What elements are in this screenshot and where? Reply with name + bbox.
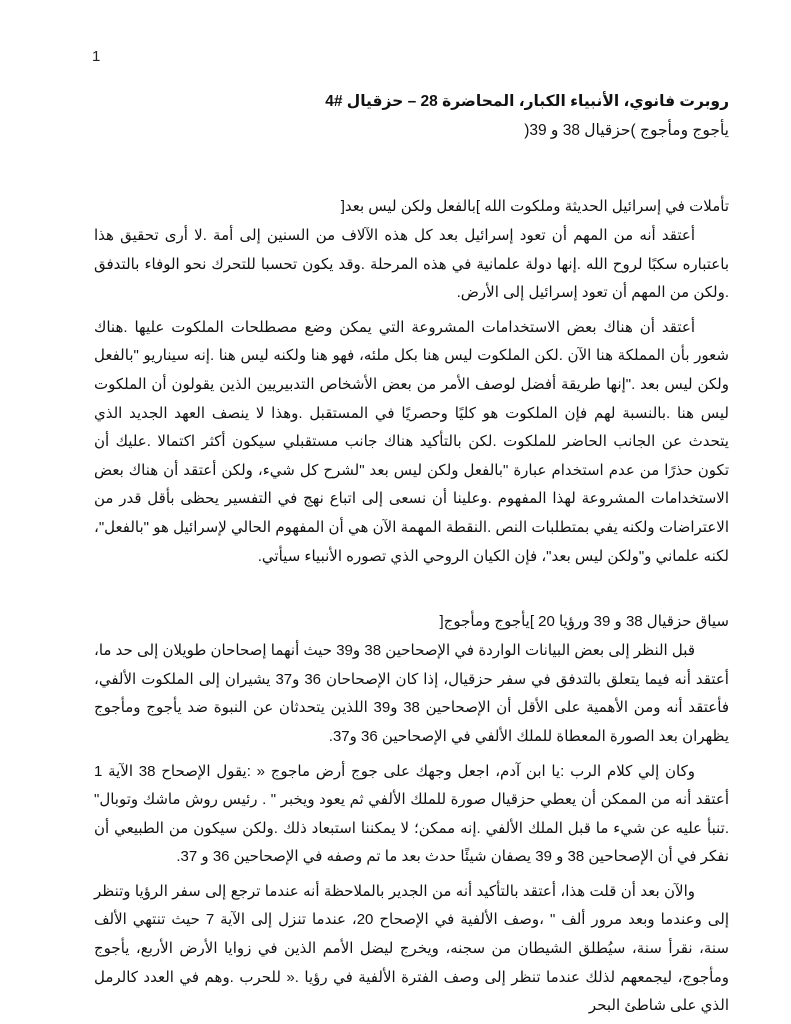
section-modern-israel bbox=[94, 192, 729, 571]
spacer bbox=[94, 146, 729, 192]
section-heading: سياق حزقيال 38 و 39 ورؤيا 20 ]يأجوج ومأجوج[ bbox=[439, 613, 729, 631]
paragraph: قبل النظر إلى بعض البيانات الواردة في الإصحاحين 38 و39 حيث أنهما إصحاحان طويلان إلى حد ما، أعتقد أنه فيما يتعلق بالتدفق في سفر حزقيال، إذا كان الإصحاحان 36 و37 يشيران إلى الملكوت الألفي، فأعتقد أنه ومن الأهمية على الأقل أن الإصحاحين 38 و39 اللذين يتحدثان عن النبوة ضد يأجوج ومأجوج يظهران بعد الصورة المعطاة للملك الألفي في الإصحاحين 36 و37. bbox=[94, 642, 729, 745]
section-gog-magog-context bbox=[94, 607, 729, 1021]
document-subtitle: يأجوج ومأجوج )حزقيال 38 و 39( bbox=[524, 122, 729, 139]
paragraph: أعتقد أن هناك بعض الاستخدامات المشروعة التي يمكن وضع مصطلحات الملكوت عليها .هناك شعور بأن المملكة هنا الآن .لكن الملكوت ليس هنا بكل ملئه، فهو هنا ولكنه ليس هنا .إنه سيناريو "بالفعل ولكن ليس بعد ."إنها طريقة أفضل لوصف الأمر من بعض الأشخاص التدبيريين الذين يقولون أن الملكوت ليس هنا .بالنسبة لهم فإن الملكوت هو كليًا وحصريًا في المستقبل .وهذا لا ينصف العهد الجديد الذي يتحدث عن الجانب الحاضر للملكوت .لكن بالتأكيد هناك جانب مستقبلي سيكون أكثر اكتمالا .عليك أن تكون حذرًا من عدم استخدام عبارة "بالفعل ولكن ليس بعد "لشرح كل شيء، ولكن أعتقد أن هناك بعض الاستخدامات المشروعة لهذا المفهوم .وعلينا أن نسعى إلى اتباع نهج في التفسير يحظى بأقل قدر من الاعتراضات ولكنه يفي بمتطلبات النص .النقطة المهمة الآن هي أن المفهوم الحالي لإسرائيل هو "بالفعل"، لكنه علماني و"ولكن ليس بعد"، فإن الكيان الروحي الذي تصوره الأنبياء سيأتي. bbox=[94, 318, 729, 565]
paragraph: والآن بعد أن قلت هذا، أعتقد بالتأكيد أنه من الجدير بالملاحظة أنه عندما ترجع إلى سفر الرؤيا وتنظر إلى وعندما وبعد مرور ألف " ،وصف الألفية في الإصحاح 20، عندما تنزل إلى الآية 7 حيث تنتهي الألف سنة، نقرأ سنة، سيُطلق الشيطان من سجنه، ويخرج ليضل الأمم الذين في زوايا الأرض الأربع، يأجوج ومأجوج، ليجمعهم لذلك عندما تنظر إلى وصف الفترة الألفية في رؤيا .« للحرب .وهم في العدد كالرمل الذي على شاطئ البحر bbox=[94, 882, 729, 1015]
spacer bbox=[94, 571, 729, 607]
paragraph: وكان إلي كلام الرب :يا ابن آدم، اجعل وجهك على جوج أرض ماجوج « :يقول الإصحاح 38 الآية 1 أعتقد أنه من الممكن أن يعطي حزقيال صورة للملك الألفي ثم يعود ويخبر " . رئيس روش ماشك وتوبال" .تنبأ عليه عن شيء ما قبل الملك الألفي .إنه ممكن؛ لا يمكننا استبعاد ذلك .ولكن سيكون من الطبيعي أن نفكر في أن الإصحاحين 38 و 39 يصفان شيئًا حدث بعد ما تم وصفه في الإصحاحين 36 و 37. bbox=[94, 762, 729, 866]
paragraph: أعتقد أنه من المهم أن تعود إسرائيل بعد كل هذه الآلاف من السنين إلى أمة .لا أرى تحقيق هذا باعتباره سكبًا لروح الله .إنها دولة علمانية في هذه المرحلة .وقد يكون تحسبا للتحرك نحو الوفاء بالتدفق .ولكن من المهم أن تعود إسرائيل إلى الأرض. bbox=[94, 227, 729, 302]
document-body bbox=[94, 88, 729, 1021]
page-number: 1 bbox=[92, 48, 101, 65]
document-title: روبرت فانوي، الأنبياء الكبار، المحاضرة 28 – حزقيال #4 bbox=[325, 93, 729, 110]
section-heading: تأملات في إسرائيل الحديثة وملكوت الله ]بالفعل ولكن ليس بعد[ bbox=[340, 198, 729, 215]
